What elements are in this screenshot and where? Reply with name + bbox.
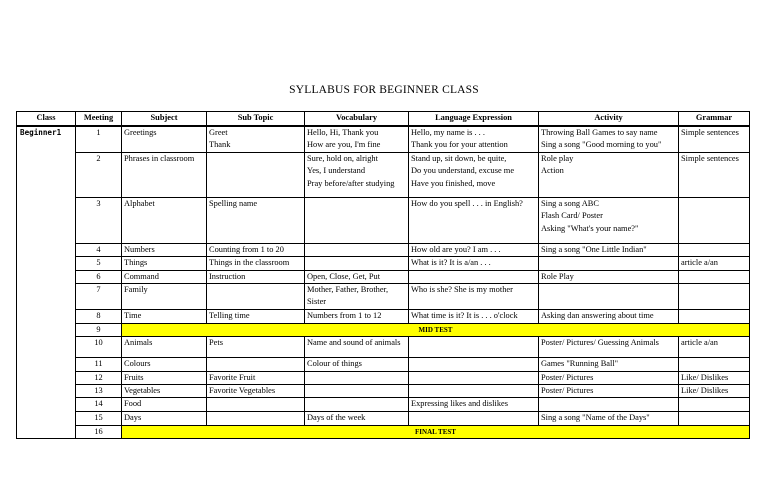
- language-text: Expressing likes and dislikes: [411, 399, 508, 409]
- activity-text: Asking "What's your name?": [541, 223, 639, 233]
- subtopic-cell: [207, 371, 305, 384]
- meeting-cell: 10: [76, 337, 122, 358]
- vocabulary-text: Yes, I understand: [307, 166, 366, 176]
- language-cell: [409, 411, 539, 425]
- table-row: [17, 126, 750, 152]
- subtopic-text: Spelling name: [209, 198, 258, 208]
- activity-cell: [539, 152, 679, 197]
- subject-text: Vegetables: [124, 386, 161, 396]
- vocabulary-text: Days of the week: [307, 412, 366, 422]
- table-body: [17, 126, 750, 439]
- vocabulary-cell: [305, 270, 409, 283]
- subject-cell: [122, 257, 207, 270]
- activity-cell: [539, 270, 679, 283]
- subject-cell: [122, 358, 207, 371]
- subtopic-text: Things in the classroom: [209, 258, 290, 268]
- vocabulary-text: Sure, hold on, alright: [307, 153, 378, 163]
- vocabulary-cell: [305, 309, 409, 323]
- language-cell: [409, 398, 539, 411]
- grammar-text: Like/ Dislikes: [681, 372, 729, 382]
- subtopic-cell: [207, 411, 305, 425]
- activity-cell: [539, 385, 679, 398]
- meeting-cell: 8: [76, 309, 122, 323]
- activity-cell: [539, 284, 679, 310]
- table-row: [17, 337, 750, 358]
- grammar-cell: [679, 126, 750, 152]
- activity-text: Sing a song "Name of the Days": [541, 412, 650, 422]
- activity-text: Throwing Ball Games to say name: [541, 128, 658, 137]
- language-cell: [409, 257, 539, 270]
- subject-cell: [122, 126, 207, 152]
- vocabulary-text: Hello, Hi, Thank you: [307, 128, 379, 137]
- subject-text: Things: [124, 258, 148, 268]
- subject-text: Command: [124, 271, 159, 281]
- header-subject: Subject: [122, 112, 207, 127]
- header-row: [17, 112, 750, 127]
- test-band-cell: FINAL TEST: [122, 425, 750, 438]
- subject-cell: [122, 371, 207, 384]
- language-text: Who is she? She is my mother: [411, 285, 513, 295]
- subject-cell: [122, 337, 207, 358]
- subtopic-text: Pets: [209, 338, 223, 348]
- activity-text: Games "Running Ball": [541, 359, 619, 369]
- grammar-cell: [679, 309, 750, 323]
- activity-cell: [539, 309, 679, 323]
- vocabulary-text: Mother, Father, Brother, Sister: [307, 285, 389, 307]
- activity-text: Poster/ Pictures/ Guessing Animals: [541, 338, 659, 348]
- subtopic-cell: [207, 243, 305, 256]
- vocabulary-text: Colour of things: [307, 359, 362, 369]
- vocabulary-cell: [305, 358, 409, 371]
- meeting-cell: 13: [76, 385, 122, 398]
- subtopic-cell: [207, 337, 305, 358]
- subject-cell: [122, 197, 207, 243]
- subject-cell: [122, 309, 207, 323]
- subject-cell: [122, 411, 207, 425]
- header-language-expression: Language Expression: [409, 112, 539, 127]
- subtopic-text: Instruction: [209, 271, 246, 281]
- table-row: [17, 385, 750, 398]
- subtopic-cell: [207, 270, 305, 283]
- language-cell: [409, 385, 539, 398]
- header-meeting: Meeting: [76, 112, 122, 127]
- class-cell: Beginner1: [17, 126, 76, 439]
- grammar-text: article a/an: [681, 258, 718, 268]
- activity-text: Action: [541, 166, 564, 176]
- vocabulary-cell: [305, 126, 409, 152]
- activity-cell: [539, 371, 679, 384]
- language-text: Have you finished, move: [411, 178, 496, 188]
- meeting-cell: 4: [76, 243, 122, 256]
- activity-text: Role Play: [541, 271, 574, 281]
- activity-cell: [539, 257, 679, 270]
- grammar-cell: [679, 337, 750, 358]
- language-text: What is it? It is a/an . . .: [411, 258, 491, 268]
- meeting-cell: 16: [76, 425, 122, 438]
- subtopic-cell: [207, 126, 305, 152]
- language-cell: [409, 309, 539, 323]
- language-text: Thank you for your attention: [411, 140, 508, 150]
- vocabulary-text: Open, Close, Get, Put: [307, 271, 381, 281]
- meeting-cell: 9: [76, 323, 122, 336]
- subtopic-cell: [207, 309, 305, 323]
- subject-text: Time: [124, 310, 142, 320]
- grammar-text: article a/an: [681, 338, 718, 348]
- test-row: [17, 425, 750, 438]
- vocabulary-cell: [305, 371, 409, 384]
- vocabulary-text: Numbers from 1 to 12: [307, 310, 382, 320]
- language-text: Hello, my name is . . .: [411, 128, 485, 137]
- table-row: [17, 398, 750, 411]
- subject-text: Family: [124, 285, 148, 295]
- vocabulary-text: Name and sound of animals: [307, 338, 401, 348]
- subtopic-cell: [207, 257, 305, 270]
- subject-cell: [122, 284, 207, 310]
- language-cell: [409, 197, 539, 243]
- grammar-cell: [679, 152, 750, 197]
- grammar-cell: [679, 270, 750, 283]
- subtopic-cell: [207, 385, 305, 398]
- vocabulary-cell: [305, 411, 409, 425]
- vocabulary-cell: [305, 197, 409, 243]
- meeting-cell: 7: [76, 284, 122, 310]
- meeting-cell: 15: [76, 411, 122, 425]
- table-row: [17, 358, 750, 371]
- meeting-cell: 2: [76, 152, 122, 197]
- grammar-cell: [679, 257, 750, 270]
- activity-text: Sing a song ABC: [541, 198, 599, 208]
- language-text: How old are you? I am . . .: [411, 244, 501, 254]
- activity-text: Flash Card/ Poster: [541, 211, 603, 221]
- subject-text: Days: [124, 412, 142, 422]
- subtopic-cell: [207, 197, 305, 243]
- subtopic-text: Greet: [209, 128, 228, 137]
- header-activity: Activity: [539, 112, 679, 127]
- table-row: [17, 257, 750, 270]
- activity-cell: [539, 411, 679, 425]
- subject-text: Greetings: [124, 128, 157, 137]
- vocabulary-cell: [305, 257, 409, 270]
- activity-text: Sing a song "One Little Indian": [541, 244, 647, 254]
- header-subtopic: Sub Topic: [207, 112, 305, 127]
- vocabulary-cell: [305, 152, 409, 197]
- activity-text: Role play: [541, 153, 574, 163]
- table-row: [17, 284, 750, 310]
- table-row: [17, 270, 750, 283]
- language-cell: [409, 284, 539, 310]
- language-cell: [409, 243, 539, 256]
- test-row: [17, 323, 750, 336]
- subject-cell: [122, 243, 207, 256]
- language-cell: [409, 371, 539, 384]
- vocabulary-cell: [305, 398, 409, 411]
- grammar-text: Simple sentences: [681, 153, 739, 163]
- activity-text: Sing a song "Good morning to you": [541, 140, 662, 150]
- subject-text: Colours: [124, 359, 151, 369]
- language-cell: [409, 337, 539, 358]
- subject-text: Animals: [124, 338, 153, 348]
- subtopic-text: Thank: [209, 140, 231, 150]
- subject-cell: [122, 270, 207, 283]
- meeting-cell: 12: [76, 371, 122, 384]
- activity-cell: [539, 337, 679, 358]
- grammar-cell: [679, 243, 750, 256]
- header-grammar: Grammar: [679, 112, 750, 127]
- table-row: [17, 243, 750, 256]
- vocabulary-cell: [305, 337, 409, 358]
- language-cell: [409, 358, 539, 371]
- grammar-text: Simple sentences: [681, 128, 739, 137]
- subtopic-text: Favorite Fruit: [209, 372, 256, 382]
- grammar-cell: [679, 371, 750, 384]
- grammar-text: Like/ Dislikes: [681, 386, 729, 396]
- activity-cell: [539, 197, 679, 243]
- syllabus-table: [16, 111, 750, 439]
- document-title: SYLLABUS FOR BEGINNER CLASS: [289, 84, 479, 96]
- grammar-cell: [679, 358, 750, 371]
- subject-cell: [122, 398, 207, 411]
- meeting-cell: 11: [76, 358, 122, 371]
- grammar-cell: [679, 411, 750, 425]
- subject-text: Alphabet: [124, 198, 155, 208]
- subject-text: Phrases in classroom: [124, 153, 195, 163]
- grammar-cell: [679, 385, 750, 398]
- subject-cell: [122, 385, 207, 398]
- grammar-cell: [679, 197, 750, 243]
- table-row: [17, 411, 750, 425]
- meeting-cell: 14: [76, 398, 122, 411]
- language-cell: [409, 126, 539, 152]
- subject-text: Fruits: [124, 372, 144, 382]
- subtopic-cell: [207, 358, 305, 371]
- subtopic-text: Telling time: [209, 310, 250, 320]
- meeting-cell: 5: [76, 257, 122, 270]
- language-cell: [409, 270, 539, 283]
- activity-text: Asking dan answering about time: [541, 310, 654, 320]
- subtopic-cell: [207, 152, 305, 197]
- table-row: [17, 309, 750, 323]
- activity-cell: [539, 358, 679, 371]
- vocabulary-text: Pray before/after studying: [307, 178, 395, 188]
- subtopic-cell: [207, 398, 305, 411]
- activity-cell: [539, 398, 679, 411]
- test-band-cell: MID TEST: [122, 323, 750, 336]
- meeting-cell: 1: [76, 126, 122, 152]
- grammar-cell: [679, 398, 750, 411]
- meeting-cell: 3: [76, 197, 122, 243]
- table-row: [17, 152, 750, 197]
- vocabulary-text: How are you, I'm fine: [307, 140, 381, 150]
- language-text: How do you spell . . . in English?: [411, 198, 523, 208]
- vocabulary-cell: [305, 284, 409, 310]
- language-text: Do you understand, excuse me: [411, 166, 515, 176]
- subtopic-text: Favorite Vegetables: [209, 386, 276, 396]
- activity-cell: [539, 126, 679, 152]
- grammar-cell: [679, 284, 750, 310]
- language-cell: [409, 152, 539, 197]
- language-text: Stand up, sit down, be quite,: [411, 153, 507, 163]
- vocabulary-cell: [305, 243, 409, 256]
- table-row: [17, 371, 750, 384]
- vocabulary-cell: [305, 385, 409, 398]
- subject-text: Food: [124, 399, 142, 409]
- activity-cell: [539, 243, 679, 256]
- activity-text: Poster/ Pictures: [541, 372, 594, 382]
- subtopic-cell: [207, 284, 305, 310]
- header-class: Class: [17, 112, 76, 127]
- subtopic-text: Counting from 1 to 20: [209, 244, 284, 254]
- subject-text: Numbers: [124, 244, 155, 254]
- header-vocabulary: Vocabulary: [305, 112, 409, 127]
- activity-text: Poster/ Pictures: [541, 386, 594, 396]
- language-text: What time is it? It is . . . o'clock: [411, 310, 518, 320]
- subject-cell: [122, 152, 207, 197]
- meeting-cell: 6: [76, 270, 122, 283]
- table-row: [17, 197, 750, 243]
